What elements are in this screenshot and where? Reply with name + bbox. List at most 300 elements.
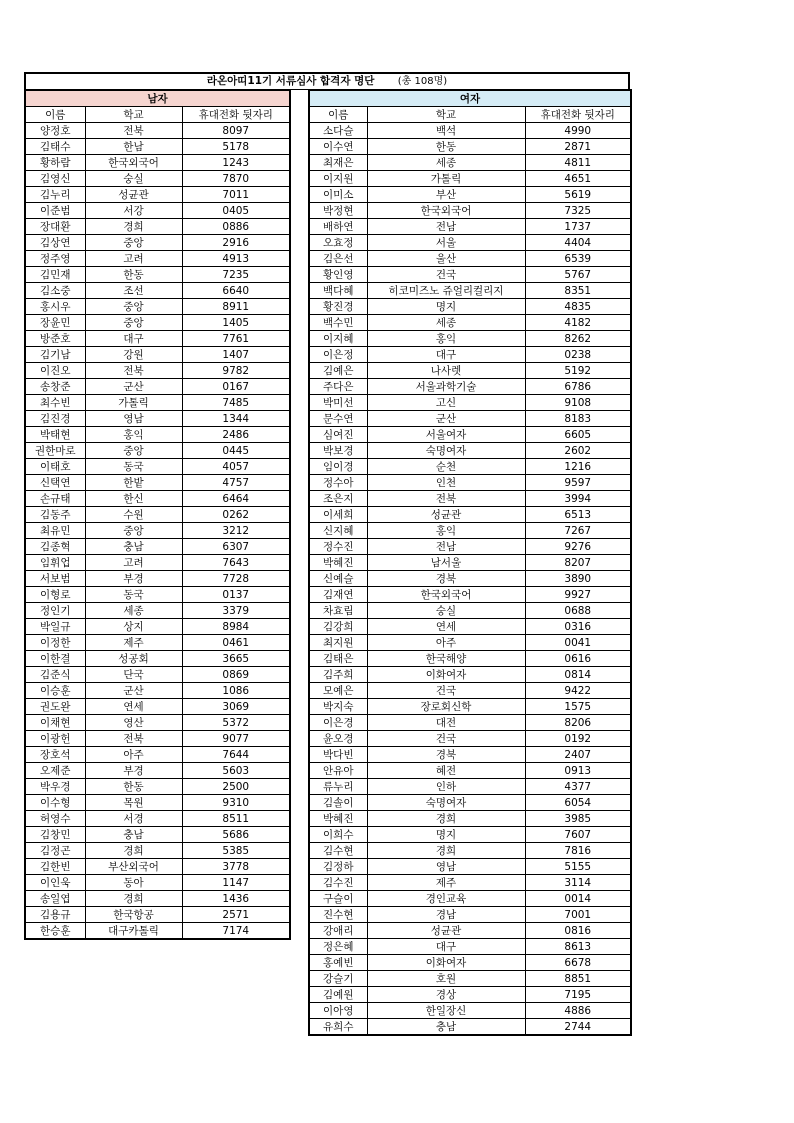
cell-name: 박일규	[25, 619, 85, 635]
cell-name: 김예은	[309, 363, 367, 379]
table-row	[25, 363, 290, 379]
cell-name: 방준호	[25, 331, 85, 347]
cell-name: 최유민	[25, 523, 85, 539]
cell-phone: 9597	[525, 475, 631, 491]
cell-name: 황하람	[25, 155, 85, 171]
cell-school: 대구	[367, 347, 525, 363]
cell-school: 제주	[367, 875, 525, 891]
cell-school: 가톨릭	[85, 395, 182, 411]
table-row	[25, 331, 290, 347]
table-row	[309, 747, 631, 763]
table-row	[309, 763, 631, 779]
roster-total: (총 108명)	[397, 76, 448, 87]
cell-name: 김준식	[25, 667, 85, 683]
cell-phone: 8851	[525, 971, 631, 987]
cell-name: 김용규	[25, 907, 85, 923]
cell-phone: 6464	[182, 491, 290, 507]
cell-name: 정주영	[25, 251, 85, 267]
cell-school: 경북	[367, 571, 525, 587]
table-row	[25, 427, 290, 443]
cell-name: 박태현	[25, 427, 85, 443]
cell-name: 최지원	[309, 635, 367, 651]
cell-phone: 1216	[525, 459, 631, 475]
cell-phone: 4913	[182, 251, 290, 267]
table-row	[25, 651, 290, 667]
cell-phone: 0014	[525, 891, 631, 907]
table-row	[309, 939, 631, 955]
cell-phone: 7174	[182, 923, 290, 940]
cell-name: 김소중	[25, 283, 85, 299]
women-rows	[309, 123, 631, 1036]
cell-name: 이광헌	[25, 731, 85, 747]
cell-phone: 5192	[525, 363, 631, 379]
cell-school: 한국항공	[85, 907, 182, 923]
cell-phone: 0192	[525, 731, 631, 747]
cell-school: 세종	[367, 155, 525, 171]
table-row	[309, 923, 631, 939]
table-row	[25, 747, 290, 763]
cell-school: 부경	[85, 763, 182, 779]
table-row	[309, 187, 631, 203]
table-row	[309, 603, 631, 619]
cell-name: 김민재	[25, 267, 85, 283]
cell-name: 류누리	[309, 779, 367, 795]
cell-name: 최수빈	[25, 395, 85, 411]
cell-school: 성균관	[85, 187, 182, 203]
table-row	[25, 379, 290, 395]
cell-school: 성공회	[85, 651, 182, 667]
cell-school: 건국	[367, 731, 525, 747]
cell-name: 정수아	[309, 475, 367, 491]
cell-phone: 9782	[182, 363, 290, 379]
table-row	[309, 427, 631, 443]
cell-name: 김태수	[25, 139, 85, 155]
table-row	[25, 683, 290, 699]
cell-name: 손규태	[25, 491, 85, 507]
cell-name: 소다슬	[309, 123, 367, 139]
cell-school: 한국해양	[367, 651, 525, 667]
cell-phone: 2407	[525, 747, 631, 763]
cell-phone: 3778	[182, 859, 290, 875]
table-row	[25, 171, 290, 187]
cell-school: 히코미즈노 쥬얼리컬리지	[367, 283, 525, 299]
cell-name: 김창민	[25, 827, 85, 843]
cell-phone: 6307	[182, 539, 290, 555]
table-row	[309, 555, 631, 571]
table-row	[309, 891, 631, 907]
cell-school: 목원	[85, 795, 182, 811]
cell-phone: 0814	[525, 667, 631, 683]
cell-phone: 3379	[182, 603, 290, 619]
cell-phone: 9276	[525, 539, 631, 555]
cell-phone: 7195	[525, 987, 631, 1003]
cell-school: 홍익	[367, 331, 525, 347]
cell-phone: 9422	[525, 683, 631, 699]
cell-phone: 6054	[525, 795, 631, 811]
cell-phone: 6786	[525, 379, 631, 395]
cell-school: 한밭	[85, 475, 182, 491]
cell-phone: 6640	[182, 283, 290, 299]
table-row	[25, 923, 290, 940]
table-row	[25, 187, 290, 203]
cell-school: 인하	[367, 779, 525, 795]
cell-school: 한동	[367, 139, 525, 155]
table-row	[25, 779, 290, 795]
table-row	[309, 171, 631, 187]
cell-school: 고려	[85, 555, 182, 571]
cell-name: 임이경	[309, 459, 367, 475]
cell-school: 영남	[367, 859, 525, 875]
cell-school: 한동	[85, 779, 182, 795]
cell-school: 백석	[367, 123, 525, 139]
cell-phone: 8207	[525, 555, 631, 571]
cell-school: 서울과학기술	[367, 379, 525, 395]
cell-name: 백수민	[309, 315, 367, 331]
cell-school: 대구	[85, 331, 182, 347]
cell-phone: 5372	[182, 715, 290, 731]
cell-phone: 1405	[182, 315, 290, 331]
cell-school: 부경	[85, 571, 182, 587]
cell-name: 최재은	[309, 155, 367, 171]
cell-school: 연세	[85, 699, 182, 715]
cell-school: 중앙	[85, 315, 182, 331]
cell-school: 경희	[85, 891, 182, 907]
cell-school: 남서울	[367, 555, 525, 571]
cell-name: 심여진	[309, 427, 367, 443]
cell-name: 강애리	[309, 923, 367, 939]
cell-name: 백다혜	[309, 283, 367, 299]
cell-phone: 0167	[182, 379, 290, 395]
cell-name: 황진경	[309, 299, 367, 315]
table-row	[25, 315, 290, 331]
table-row	[25, 859, 290, 875]
cell-phone: 3994	[525, 491, 631, 507]
table-row	[25, 299, 290, 315]
cell-phone: 4835	[525, 299, 631, 315]
cell-name: 박혜진	[309, 555, 367, 571]
table-row	[25, 699, 290, 715]
cell-name: 한승훈	[25, 923, 85, 940]
cell-name: 허영수	[25, 811, 85, 827]
table-row	[25, 267, 290, 283]
cell-school: 중앙	[85, 523, 182, 539]
cell-school: 경인교육	[367, 891, 525, 907]
cell-phone: 5619	[525, 187, 631, 203]
table-row	[25, 251, 290, 267]
cell-school: 군산	[367, 411, 525, 427]
cell-name: 이미소	[309, 187, 367, 203]
cell-name: 장호석	[25, 747, 85, 763]
table-row	[309, 971, 631, 987]
cell-school: 서울	[367, 235, 525, 251]
women-col-name: 이름	[309, 107, 367, 123]
cell-name: 이지혜	[309, 331, 367, 347]
cell-school: 한신	[85, 491, 182, 507]
table-row	[25, 587, 290, 603]
cell-name: 김솔이	[309, 795, 367, 811]
table-row	[309, 539, 631, 555]
cell-phone: 5767	[525, 267, 631, 283]
table-row	[309, 843, 631, 859]
cell-name: 장대환	[25, 219, 85, 235]
cell-phone: 6539	[525, 251, 631, 267]
cell-phone: 9927	[525, 587, 631, 603]
cell-phone: 9310	[182, 795, 290, 811]
cell-school: 명지	[367, 299, 525, 315]
cell-name: 박보경	[309, 443, 367, 459]
cell-phone: 4886	[525, 1003, 631, 1019]
men-col-phone: 휴대전화 뒷자리	[182, 107, 290, 123]
table-row	[309, 587, 631, 603]
cell-school: 경희	[367, 843, 525, 859]
cell-phone: 4757	[182, 475, 290, 491]
cell-school: 부산외국어	[85, 859, 182, 875]
cell-phone: 8183	[525, 411, 631, 427]
roster-title: 라온아띠11기 서류심사 합격자 명단	[206, 75, 375, 87]
cell-school: 경희	[85, 843, 182, 859]
table-row	[309, 955, 631, 971]
cell-name: 김수현	[309, 843, 367, 859]
table-row	[25, 539, 290, 555]
cell-school: 상지	[85, 619, 182, 635]
cell-school: 경북	[367, 747, 525, 763]
cell-school: 전북	[367, 491, 525, 507]
cell-school: 한일장신	[367, 1003, 525, 1019]
table-row	[25, 523, 290, 539]
cell-phone: 2500	[182, 779, 290, 795]
cell-name: 박혜진	[309, 811, 367, 827]
cell-name: 박정현	[309, 203, 367, 219]
cell-name: 이희수	[309, 827, 367, 843]
cell-school: 한국외국어	[367, 587, 525, 603]
cell-phone: 3985	[525, 811, 631, 827]
cell-phone: 4990	[525, 123, 631, 139]
cell-school: 숙명여자	[367, 443, 525, 459]
cell-phone: 5385	[182, 843, 290, 859]
cell-name: 양정호	[25, 123, 85, 139]
table-row	[309, 331, 631, 347]
cell-name: 신예슬	[309, 571, 367, 587]
cell-school: 부산	[367, 187, 525, 203]
table-row	[309, 1019, 631, 1036]
cell-name: 박다빈	[309, 747, 367, 763]
cell-name: 안유아	[309, 763, 367, 779]
cell-phone: 0688	[525, 603, 631, 619]
cell-phone: 8613	[525, 939, 631, 955]
cell-phone: 3212	[182, 523, 290, 539]
cell-phone: 3114	[525, 875, 631, 891]
cell-name: 권도완	[25, 699, 85, 715]
cell-name: 이진오	[25, 363, 85, 379]
cell-school: 홍익	[85, 427, 182, 443]
cell-phone: 7485	[182, 395, 290, 411]
cell-school: 장로회신학	[367, 699, 525, 715]
cell-phone: 1436	[182, 891, 290, 907]
cell-name: 김주희	[309, 667, 367, 683]
men-table	[24, 89, 291, 940]
cell-name: 신지혜	[309, 523, 367, 539]
cell-school: 혜전	[367, 763, 525, 779]
roster-title-bar	[24, 72, 630, 90]
cell-name: 차효림	[309, 603, 367, 619]
cell-name: 이한결	[25, 651, 85, 667]
cell-phone: 1147	[182, 875, 290, 891]
table-row	[309, 731, 631, 747]
men-section-header: 남자	[25, 90, 290, 107]
table-row	[309, 523, 631, 539]
table-row	[25, 875, 290, 891]
cell-school: 성균관	[367, 923, 525, 939]
cell-phone: 8511	[182, 811, 290, 827]
men-col-name: 이름	[25, 107, 85, 123]
cell-phone: 1344	[182, 411, 290, 427]
cell-school: 영산	[85, 715, 182, 731]
cell-school: 조선	[85, 283, 182, 299]
table-row	[309, 491, 631, 507]
cell-school: 서울여자	[367, 427, 525, 443]
cell-name: 김영신	[25, 171, 85, 187]
cell-name: 이태호	[25, 459, 85, 475]
cell-name: 이세희	[309, 507, 367, 523]
table-row	[25, 347, 290, 363]
cell-name: 김태은	[309, 651, 367, 667]
cell-name: 유희수	[309, 1019, 367, 1036]
cell-name: 이아영	[309, 1003, 367, 1019]
cell-phone: 0445	[182, 443, 290, 459]
cell-school: 세종	[367, 315, 525, 331]
cell-name: 임휘업	[25, 555, 85, 571]
cell-phone: 8351	[525, 283, 631, 299]
table-row	[25, 603, 290, 619]
cell-school: 전남	[367, 219, 525, 235]
cell-name: 모예은	[309, 683, 367, 699]
cell-school: 수원	[85, 507, 182, 523]
table-row	[25, 491, 290, 507]
cell-phone: 7267	[525, 523, 631, 539]
cell-school: 전북	[85, 731, 182, 747]
table-row	[309, 907, 631, 923]
women-section-header: 여자	[309, 90, 631, 107]
table-row	[309, 251, 631, 267]
cell-name: 홍시우	[25, 299, 85, 315]
table-row	[25, 555, 290, 571]
cell-phone: 7011	[182, 187, 290, 203]
table-row	[25, 891, 290, 907]
cell-school: 아주	[85, 747, 182, 763]
table-row	[309, 139, 631, 155]
cell-school: 중앙	[85, 235, 182, 251]
cell-school: 대구카톨릭	[85, 923, 182, 940]
table-row	[309, 155, 631, 171]
table-row	[25, 571, 290, 587]
table-row	[25, 123, 290, 139]
women-table	[308, 89, 632, 1036]
cell-name: 김정하	[309, 859, 367, 875]
cell-phone: 1575	[525, 699, 631, 715]
table-row	[25, 459, 290, 475]
cell-phone: 9077	[182, 731, 290, 747]
cell-school: 숭실	[85, 171, 182, 187]
cell-phone: 6678	[525, 955, 631, 971]
cell-name: 송일엽	[25, 891, 85, 907]
table-row	[25, 155, 290, 171]
cell-school: 숭실	[367, 603, 525, 619]
cell-name: 주다은	[309, 379, 367, 395]
table-row	[309, 571, 631, 587]
cell-name: 신택연	[25, 475, 85, 491]
cell-name: 김누리	[25, 187, 85, 203]
cell-phone: 2916	[182, 235, 290, 251]
cell-name: 이은경	[309, 715, 367, 731]
cell-name: 황인영	[309, 267, 367, 283]
cell-phone: 7761	[182, 331, 290, 347]
cell-phone: 4404	[525, 235, 631, 251]
cell-school: 서강	[85, 203, 182, 219]
women-col-school: 학교	[367, 107, 525, 123]
cell-school: 연세	[367, 619, 525, 635]
table-row	[309, 363, 631, 379]
table-row	[309, 395, 631, 411]
cell-phone: 7001	[525, 907, 631, 923]
cell-school: 나사렛	[367, 363, 525, 379]
cell-name: 이채현	[25, 715, 85, 731]
cell-school: 대전	[367, 715, 525, 731]
cell-phone: 2571	[182, 907, 290, 923]
table-row	[25, 475, 290, 491]
cell-name: 홍예빈	[309, 955, 367, 971]
cell-phone: 3069	[182, 699, 290, 715]
cell-school: 숙명여자	[367, 795, 525, 811]
cell-name: 배하연	[309, 219, 367, 235]
cell-school: 충남	[85, 539, 182, 555]
cell-school: 순천	[367, 459, 525, 475]
cell-name: 이지원	[309, 171, 367, 187]
table-row	[309, 459, 631, 475]
cell-name: 김기남	[25, 347, 85, 363]
table-row	[309, 219, 631, 235]
cell-school: 인천	[367, 475, 525, 491]
table-row	[25, 731, 290, 747]
cell-name: 박지숙	[309, 699, 367, 715]
cell-name: 윤오경	[309, 731, 367, 747]
cell-phone: 4057	[182, 459, 290, 475]
cell-phone: 0137	[182, 587, 290, 603]
cell-name: 이인욱	[25, 875, 85, 891]
cell-name: 서보범	[25, 571, 85, 587]
table-row	[25, 283, 290, 299]
table-row	[309, 283, 631, 299]
cell-school: 강원	[85, 347, 182, 363]
cell-phone: 0886	[182, 219, 290, 235]
table-row	[309, 699, 631, 715]
cell-phone: 0816	[525, 923, 631, 939]
table-row	[309, 715, 631, 731]
cell-phone: 0041	[525, 635, 631, 651]
table-row	[25, 507, 290, 523]
cell-phone: 0262	[182, 507, 290, 523]
cell-school: 동국	[85, 459, 182, 475]
table-row	[309, 875, 631, 891]
cell-name: 김강희	[309, 619, 367, 635]
cell-phone: 0405	[182, 203, 290, 219]
cell-school: 단국	[85, 667, 182, 683]
table-row	[309, 619, 631, 635]
cell-name: 이준범	[25, 203, 85, 219]
cell-name: 구슬이	[309, 891, 367, 907]
cell-school: 고신	[367, 395, 525, 411]
table-row	[25, 203, 290, 219]
cell-school: 전남	[367, 539, 525, 555]
